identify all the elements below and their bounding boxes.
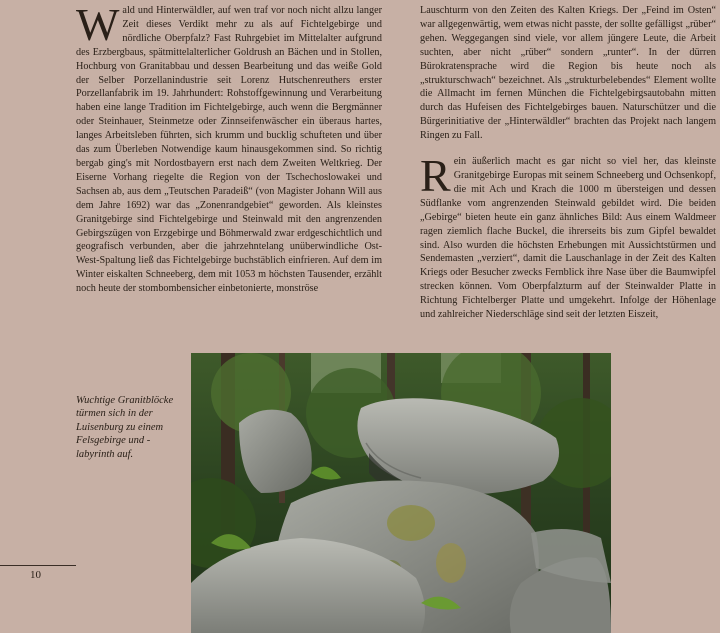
right-text-column: [420, 4, 716, 322]
left-text-column: [76, 0, 382, 296]
right-paragraph-1: Lauschturm von den Zeiten des Kalten Kriegs. Der „Feind im Osten“ war allgegenwärtig, wem etwas nicht passte, der sollte gefälligst „rüber“ gehen. Weggegangen sind viele, vor allem jüngere Leute, die Arbeit suchten, aber nicht „rüber“ sondern „runter“. In der dürren Bürokratensprache wird die Region bis heute noch als „strukturschwach“ bezeichnet. Als „strukturbelebendes“ Element wollte die Allmacht im fernen München die Fichtelgebirgsautobahn mitten durch das Hufeisen des Fichtelgebirges bauen. Naturschützer und die Bürgerinitiative der „Hinterwäldler“ brachten das Projekt nach langem Ringen zu Fall.: [420, 5, 716, 142]
left-paragraph: [76, 0, 382, 296]
drop-cap-r: R: [420, 150, 451, 202]
photo-caption: Wuchtige Granitblöcke türmen sich in der Luisenburg zu einem Felsgebirge und -labyrinth auf.: [76, 395, 174, 460]
page-number-rule: [0, 565, 76, 566]
right-paragraph-2: [420, 150, 716, 322]
right-paragraph-2-text: ein äußerlich macht es gar nicht so viel her, das kleinste Granitgebirge Europas mit seinem Schneeberg und Ochsenkopf, die mit Ach und Krach die 1000 m übersteigen und dessen Südflanke vom angrenzenden Steinwald gebildet wird. Die beiden „Gebirge“ bieten heute ein ganz ähnliches Bild: Aus einem Waldmeer ragen ziemlich flache Buckel, die ihrerseits bis zum Gipfel bewaldet sind. Also wurden die höchsten Erhebungen mit Aussichtstürmen und Sendemasten „verziert“, damit die Lauschanlage in der Zeit des Kalten Kriegs oder Besucher zwecks Fernblick ihre Nase über die Baumwipfel strecken können. Vom Oberpfalzturm auf der Steinwalder Platte in Richtung Fichtelberger Platte und umgekehrt. Infolge der Höhenlage und zahlreicher Niederschläge sind seit der letzten Eiszeit,: [420, 156, 716, 321]
left-paragraph-text: ald und Hinterwäldler, auf wen traf vor noch nicht allzu langer Zeit dieses Verdikt mehr zu als auf Fichtelgebirge und nördliche Oberpfalz? Fast Ruhrgebiet im Mittelalter aufgrund des Erzbergbaus, spätmittelalterlicher Goldrush an Bächen und in Stollen, Hochburg von Granitabbau und dessen Bearbeitung und das weiße Gold der Selber Porzellanindustrie seit Lorenz Hutschenreuthers erster Porzellanfabrik im 19. Jahrhundert: Rohstoffgewinnung und Verarbeitung haben eine lange Tradition im Fichtelgebirge, auch wenn die Bergmänner oder Steinhauer, Steinmetze oder Zinnseifenwäscher ein überaus hartes, langes Arbeitsleben führten, sich krumm und bucklig schufteten und über das zum Überleben Notwendige kaum hinausgekommen sind. So richtig bergab ging's mit Nordostbayern erst nach dem Zweiten Weltkrieg. Der Eiserne Vorhang riegelte die Region von der Tschechoslowakei und Sachsen ab, aus dem „Teutschen Paradeiß“ (von Magister Johann Will aus dem Jahre 1692) war das „Zonenrandgebiet“ geworden. Als kleinstes Granitgebirge sind Fichtelgebirge und Steinwald mit den angrenzenden Gebirgszügen von Erzgebirge und Böhmerwald zwar erdgeschichtlich und geografisch verbunden, aber die jahrzehntelang unüberwindliche Ost-West-Spaltung ließ das Fichtelgebirge buchstäblich einfrieren. Auf dem im Winter eiskalten Schneeberg, dem mit 1053 m höchsten Tausender, erzählt noch heute der stombombensicher einbetonierte, monströse: [76, 5, 382, 295]
granite-rocks-photo: [191, 353, 611, 633]
page-number: 10: [30, 569, 41, 581]
drop-cap-w: W: [76, 0, 120, 50]
